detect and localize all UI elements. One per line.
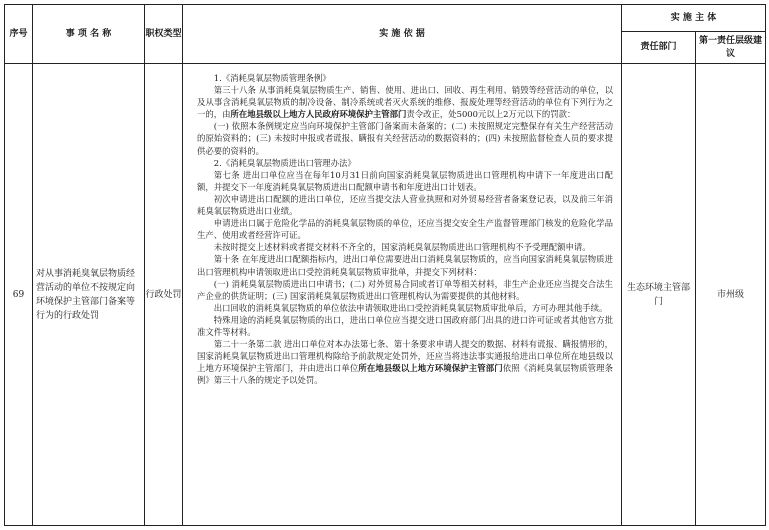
basis-article-21-text-c: 依照《消耗臭氧层物质管理条例》第三十八条的规定予以处罚。 xyxy=(197,363,614,386)
header-basis: 实 施 依 据 xyxy=(183,5,622,64)
row-level: 市州级 xyxy=(696,64,766,526)
basis-article-21-authority: 所在地县级以上地方环境保护主管部门 xyxy=(358,363,503,374)
basis-article-7-incomplete: 未按时提交上述材料或者提交材料不齐全的，国家消耗臭氧层物质进出口管理机构不予受理配额申请。 xyxy=(213,242,591,253)
basis-article-38-text-c: 责令改正，处5000元以上2万元以下的罚款： xyxy=(406,109,576,120)
basis-article-38 xyxy=(197,84,613,120)
basis-article-10-recycled: 出口回收的消耗臭氧层物质的单位依法申请领取进出口受控消耗臭氧层物质审批单后，方可办理其他手续。 xyxy=(213,302,608,313)
header-power-type: 职权类型 xyxy=(145,5,183,64)
header-item-name: 事 项 名 称 xyxy=(33,5,145,64)
header-seq: 序号 xyxy=(5,5,33,64)
header-level: 第一责任层级建议 xyxy=(696,32,766,64)
basis-article-21 xyxy=(197,338,613,386)
basis-article-10: 第十条 在年度进出口配额指标内，进出口单位需要进出口消耗臭氧层物质的，应当向国家消耗臭氧层物质进出口管理机构申请领取进出口受控消耗臭氧层物质审批单，并提交下列材料： xyxy=(197,254,613,277)
row-basis xyxy=(183,64,622,526)
basis-article-7-first-time: 初次申请进出口配额的进出口单位，还应当提交法人营业执照和对外贸易经营者备案登记表，以及前三年消耗臭氧层物质进出口业绩。 xyxy=(197,193,613,217)
basis-law-title-1: 1.《消耗臭氧层物质管理条例》 xyxy=(213,73,331,83)
basis-article-10-special: 特殊用途的消耗臭氧层物质的出口，进出口单位应当提交进口国政府部门出具的进口许可证或者其他官方批准文件等材料。 xyxy=(197,314,613,337)
basis-article-38-items: (一) 依照本条例规定应当向环境保护主管部门备案而未备案的；(二) 未按照规定完整保存有关生产经营活动的原始资料的；(三) 未按时申报或者谎报、瞒报有关经营活动的数据资料的；(四) 未按照监督检查人员的要求提供必要的资料的。 xyxy=(197,121,613,156)
basis-article-7: 第七条 进出口单位应当在每年10月31日前向国家消耗臭氧层物质进出口管理机构申请下一年度进出口配额，并提交下一年度消耗臭氧层物质进出口配额申请书和年度进出口计划表。 xyxy=(197,169,613,192)
row-dept: 生态环境主管部门 xyxy=(622,64,696,526)
basis-article-10-items: (一) 消耗臭氧层物质进出口申请书；(二) 对外贸易合同或者订单等相关材料，非生产企业还应当提交合法生产企业的供货证明；(三) 国家消耗臭氧层物质进出口管理机构认为需要提供的其他材料。 xyxy=(197,278,613,301)
header-entity: 实 施 主 体 xyxy=(622,5,766,32)
basis-law-title-2: 2.《消耗臭氧层物质进出口管理办法》 xyxy=(213,157,356,168)
header-dept: 责任部门 xyxy=(622,32,696,64)
basis-article-7-hazardous: 申请进出口属于危险化学品的消耗臭氧层物质的单位，还应当提交安全生产监督管理部门核发的危险化学品生产、使用或者经营许可证。 xyxy=(197,218,613,241)
row-seq: 69 xyxy=(5,64,33,526)
basis-article-21-text-a: 第二十一条第二款 进出口单位对本办法第七条、第十条要求申请人提交的数据、材料有谎报、瞒报情形的，国家消耗臭氧层物质进出口管理机构除给予前款规定处罚外，还应当将违法事实通报给进出口单位所在地县级以上地方环境保护主管部门，并由进出口单位 xyxy=(197,339,613,374)
basis-article-38-text-a: 第三十八条 从事消耗臭氧层物质生产、销售、使用、进出口、回收、再生利用、销毁等经营活动的单位，以及从事含消耗臭氧层物质的制冷设备、制冷系统或者灭火系统的维修、报废处理等经营活动的单位有下列行为之一的，由 xyxy=(197,85,613,120)
basis-article-38-authority: 所在地县级以上地方人民政府环境保护主管部门 xyxy=(230,109,407,120)
enforcement-table xyxy=(4,4,766,526)
row-power-type: 行政处罚 xyxy=(145,64,183,526)
row-item-name: 对从事消耗臭氧层物质经营活动的单位不按规定向环境保护主管部门备案等行为的行政处罚 xyxy=(33,64,145,526)
